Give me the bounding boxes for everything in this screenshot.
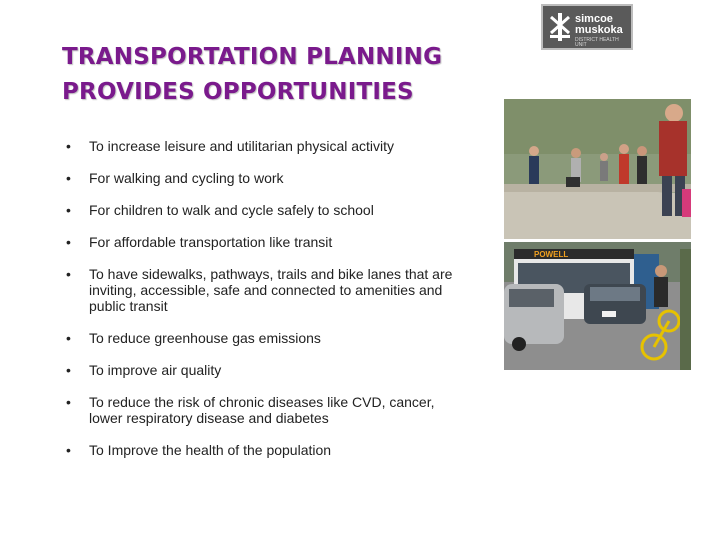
bullet-text: For affordable transportation like transit	[89, 234, 333, 250]
bullet-text: For children to walk and cycle safely to school	[89, 202, 374, 218]
logo-text-simcoe: simcoe	[575, 13, 613, 25]
bullet-item	[66, 202, 466, 218]
bullet-item	[66, 394, 466, 426]
logo-text-muskoka: muskoka	[575, 24, 623, 36]
bullet-text: To improve air quality	[89, 362, 222, 378]
bullet-item	[66, 442, 466, 458]
bullet-item	[66, 170, 466, 186]
street-photo-illustration	[504, 99, 691, 370]
street-photo	[504, 99, 691, 370]
bullet-text: To have sidewalks, pathways, trails and bike lanes that are inviting, accessible, safe and connected to amenities and public transit	[89, 266, 453, 314]
simcoe-muskoka-logo	[541, 4, 633, 50]
bus-destination-sign: POWELL	[534, 250, 569, 259]
logo-mark-icon	[549, 13, 571, 41]
bullet-icon: •	[66, 170, 71, 186]
logo-text-subtitle: DISTRICT HEALTH UNIT	[575, 37, 619, 48]
bullet-icon: •	[66, 442, 71, 458]
bullet-icon: •	[66, 138, 71, 154]
bullet-icon: •	[66, 330, 71, 346]
bullet-item	[66, 330, 466, 346]
title-line-2: PROVIDES OPPORTUNITIES	[62, 79, 414, 105]
bullet-text: To Improve the health of the population	[89, 442, 332, 458]
bullet-text: To reduce the risk of chronic diseases like CVD, cancer, lower respiratory disease and diabetes	[89, 394, 435, 426]
bullet-icon: •	[66, 362, 71, 378]
bullet-text: To reduce greenhouse gas emissions	[89, 330, 321, 346]
bullet-icon: •	[66, 266, 71, 282]
bullet-icon: •	[66, 394, 71, 410]
bullet-item	[66, 362, 466, 378]
silver-car	[504, 284, 564, 351]
bullet-text: For walking and cycling to work	[89, 170, 284, 186]
slide-title	[62, 40, 512, 110]
dark-car	[584, 284, 646, 324]
bullet-item	[66, 234, 466, 250]
bullet-text: To increase leisure and utilitarian physical activity	[89, 138, 395, 154]
bullet-list	[66, 128, 466, 458]
bullet-item	[66, 266, 466, 314]
bullet-icon: •	[66, 234, 71, 250]
title-line-1: TRANSPORTATION PLANNING	[62, 44, 443, 70]
bullet-icon: •	[66, 202, 71, 218]
bullet-item	[66, 138, 466, 154]
